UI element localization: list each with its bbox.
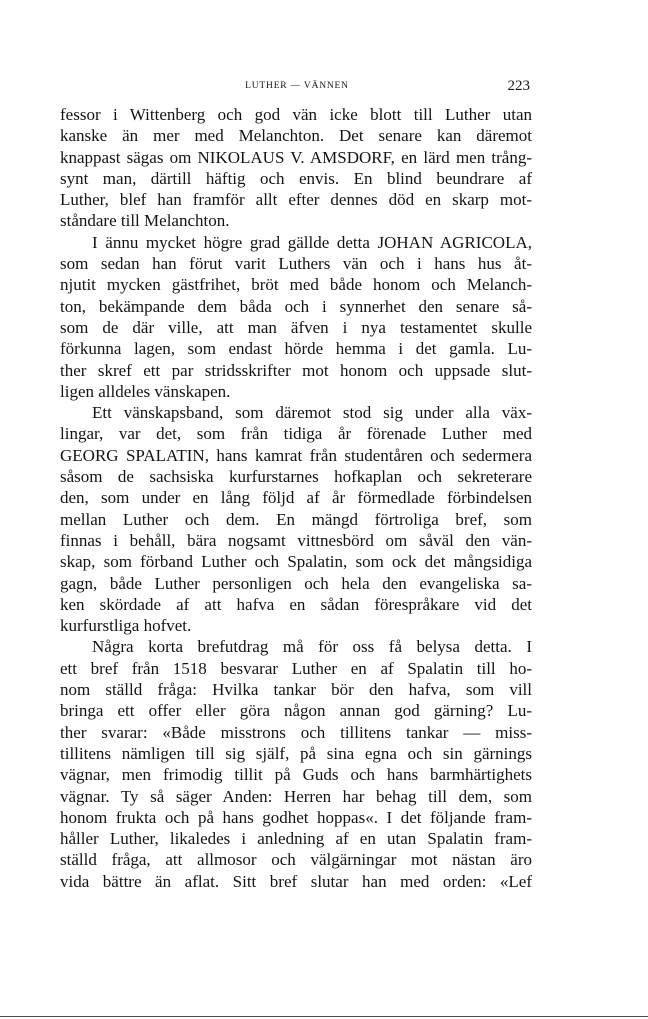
text-line: GEORG SPALATIN, hans kamrat från studentåren och sedermera	[60, 445, 532, 465]
text-line: ther svarar: «Både misstrons och tillitens tankar — miss-	[60, 722, 532, 742]
text-line: kurfurstliga hofvet.	[60, 616, 192, 636]
text-line: som sedan han förut varit Luthers vän och i hans hus åt-	[60, 254, 532, 274]
text-line: ståndare till Melanchton.	[60, 211, 230, 231]
text-line: ther skref ett par stridsskrifter mot honom och uppsade slut-	[60, 360, 532, 380]
text-line: som de där ville, att man äfven i nya testamentet skulle	[60, 317, 532, 337]
text-line: fessor i Wittenberg och god vän icke blott till Luther utan	[60, 105, 532, 124]
text-line: såsom de sachsiska kurfurstarnes hofkaplan och sekreterare	[60, 467, 532, 487]
text-line: gagn, både Luther personligen och hela den evangeliska sa-	[60, 573, 532, 593]
text-line: ställd fråga, att allmosor och välgärningar mot nästan äro	[60, 850, 532, 870]
text-line: lingar, var det, som från tidiga år förenade Luther med	[60, 424, 532, 444]
text-line: vida bättre än aflat. Sitt bref slutar han med orden: «Lef	[60, 871, 532, 891]
text-line: kanske än mer med Melanchton. Det senare kan däremot	[60, 126, 532, 146]
text-line: Luther, blef han framför allt efter dennes död en skarp mot-	[60, 190, 532, 210]
page-number: 223	[507, 78, 530, 94]
text-line: tillitens nämligen till sig själf, på sina egna och sin gärnings	[60, 743, 532, 763]
text-line: ligen alldeles vänskapen.	[60, 381, 231, 401]
text-line: bringa ett offer eller göra någon annan god gärning? Lu-	[60, 701, 532, 721]
text-line: honom frukta och på hans godhet hoppas«. I det följande fram-	[60, 807, 532, 827]
text-line: Ett vänskapsband, som däremot stod sig under alla väx-	[92, 403, 532, 423]
text-line: håller Luther, likaledes i anledning af en utan Spalatin fram-	[60, 829, 532, 849]
text-line: skap, som förband Luther och Spalatin, som ock det mångsidiga	[60, 552, 532, 572]
text-line: vägnar. Ty så säger Anden: Herren har behag till dem, som	[60, 786, 532, 806]
body-text	[60, 104, 532, 892]
text-line: ton, bekämpande dem båda och i synnerhet den senare så-	[60, 296, 532, 316]
text-line: mellan Luther och dem. En mängd förtroliga bref, som	[60, 509, 532, 529]
text-line: vägnar, men frimodig tillit på Guds och hans barmhärtighets	[60, 765, 532, 785]
text-line: finnas i behåll, bära nogsamt vittnesbörd om såväl den vän-	[60, 530, 532, 550]
text-line: ken skördade af att hafva en sådan förespråkare vid det	[60, 594, 532, 614]
text-line: njutit mycken gästfrihet, bröt med både honom och Melanch-	[60, 275, 532, 295]
text-line: I ännu mycket högre grad gällde detta JOHAN AGRICOLA,	[92, 232, 532, 252]
text-line: Några korta brefutdrag må för oss få belysa detta. I	[92, 637, 532, 657]
text-line: nom ställd fråga: Hvilka tankar bör den hafva, som vill	[60, 680, 532, 700]
running-title: LUTHER — VÄNNEN	[245, 81, 349, 91]
text-line: förkunna lagen, som endast hörde hemma i det gamla. Lu-	[60, 339, 532, 359]
text-line: synt man, därtill häftig och envis. En blind beundrare af	[60, 168, 532, 188]
scan-edge-line	[0, 1016, 648, 1017]
text-line: den, som under en lång följd af år förmedlade förbindelsen	[60, 488, 532, 508]
text-line: knappast sägas om NIKOLAUS V. AMSDORF, en lärd men trång-	[60, 147, 532, 167]
text-line: ett bref från 1518 besvarar Luther en af Spalatin till ho-	[60, 658, 532, 678]
page-header	[60, 78, 534, 98]
